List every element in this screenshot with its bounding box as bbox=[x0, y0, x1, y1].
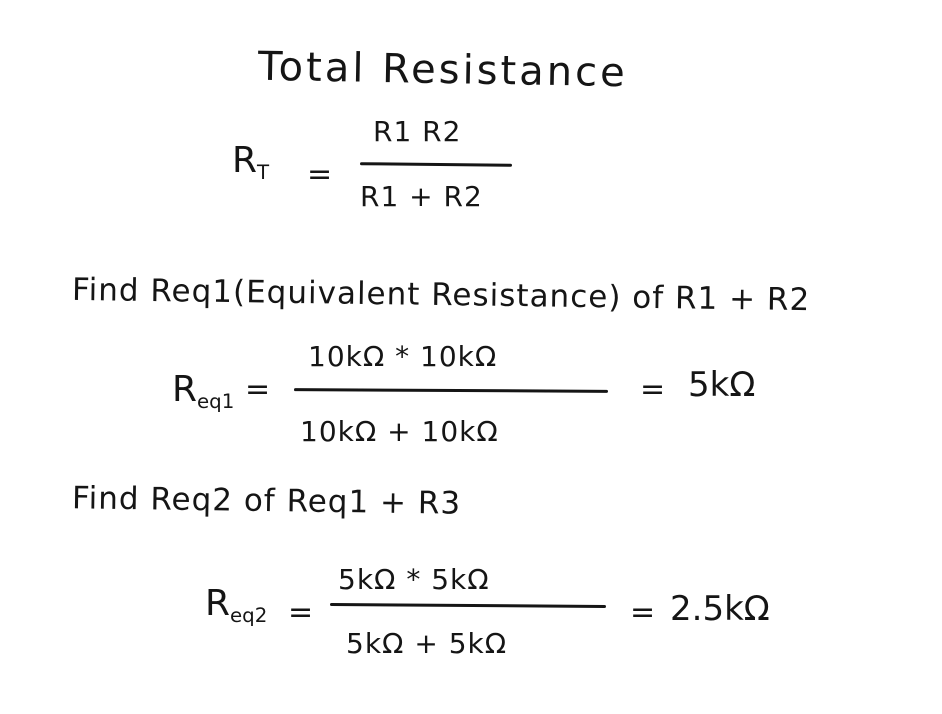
step2-result: 2.5kΩ bbox=[670, 589, 770, 629]
step1-fraction-bar bbox=[294, 388, 608, 393]
formula-lhs bbox=[232, 140, 270, 184]
step1-lhs bbox=[172, 369, 235, 413]
step1-equals-lhs: = bbox=[245, 372, 271, 407]
step1-result: 5kΩ bbox=[688, 365, 756, 405]
formula-numerator: R1 R2 bbox=[373, 115, 462, 148]
step2-heading: Find Req2 of Req1 + R3 bbox=[71, 480, 462, 522]
step1-lhs-main: R bbox=[172, 369, 198, 410]
formula-equals-sign: = bbox=[307, 157, 333, 192]
step2-equals-lhs: = bbox=[288, 595, 314, 630]
step2-lhs-main: R bbox=[205, 583, 231, 624]
formula-denominator: R1 + R2 bbox=[360, 180, 483, 213]
step2-numerator: 5kΩ * 5kΩ bbox=[338, 563, 490, 596]
step2-fraction-bar bbox=[330, 603, 606, 608]
formula-lhs-main: R bbox=[232, 140, 258, 181]
step2-denominator: 5kΩ + 5kΩ bbox=[346, 627, 508, 660]
step1-equals-rhs: = bbox=[640, 372, 666, 407]
step1-denominator: 10kΩ + 10kΩ bbox=[300, 415, 499, 448]
step1-numerator: 10kΩ * 10kΩ bbox=[308, 340, 498, 373]
step2-lhs-subscript: eq2 bbox=[230, 603, 268, 627]
formula-lhs-subscript: T bbox=[257, 160, 270, 184]
step1-heading: Find Req1(Equivalent Resistance) of R1 + R2 bbox=[71, 271, 811, 319]
formula-fraction-bar bbox=[360, 162, 512, 167]
step1-lhs-subscript: eq1 bbox=[197, 389, 235, 413]
page-title: Total Resistance bbox=[257, 43, 629, 97]
step2-lhs bbox=[205, 583, 268, 627]
step2-equals-rhs: = bbox=[630, 595, 656, 630]
